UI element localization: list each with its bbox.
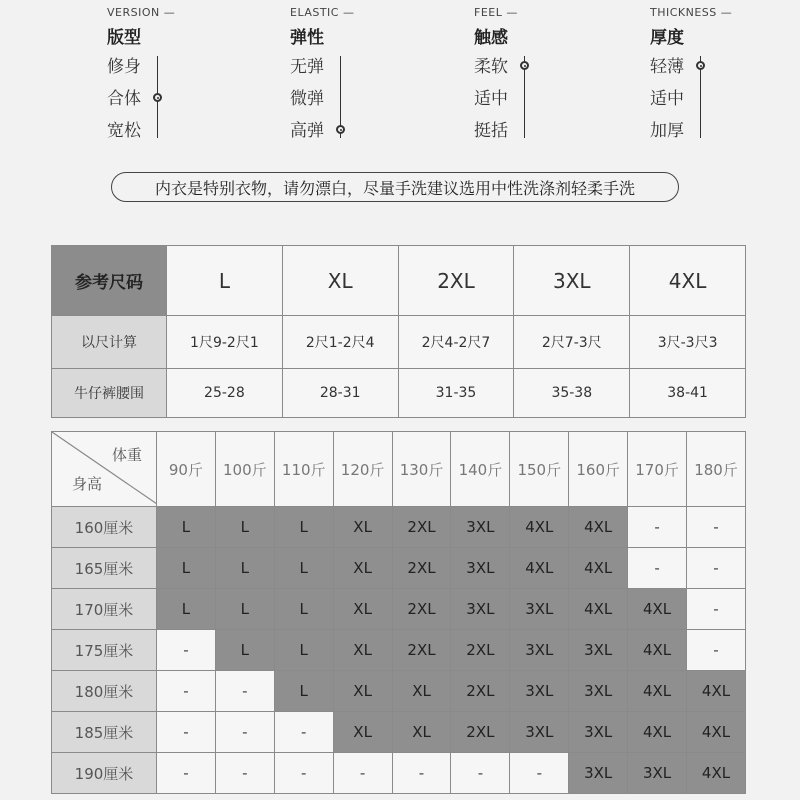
- table-cell: 28-31: [282, 369, 398, 418]
- size-cell: XL: [333, 507, 392, 548]
- size-cell: -: [687, 507, 746, 548]
- diagonal-divider: [52, 432, 157, 504]
- table-cell: 31-35: [398, 369, 514, 418]
- size-cell: -: [215, 753, 274, 794]
- chart-header-row: [52, 432, 746, 507]
- table-cell: 3尺-3尺3: [630, 316, 746, 369]
- attr-title: 弹性: [290, 28, 324, 48]
- size-cell: 3XL: [510, 712, 569, 753]
- size-header-row: [52, 246, 746, 316]
- size-cell: 2XL: [392, 630, 451, 671]
- attr-title: 厚度: [650, 28, 684, 48]
- size-cell: 4XL: [569, 589, 628, 630]
- size-cell: -: [274, 712, 333, 753]
- size-cell: 3XL: [510, 671, 569, 712]
- size-cell: 3XL: [451, 589, 510, 630]
- attr-option[interactable]: 挺括: [474, 121, 508, 141]
- size-cell: -: [333, 753, 392, 794]
- attr-option[interactable]: 加厚: [650, 121, 684, 141]
- size-cell: 4XL: [510, 507, 569, 548]
- weight-col-header: 110斤: [274, 432, 333, 507]
- size-cell: -: [628, 548, 687, 589]
- height-row-label: 165厘米: [52, 548, 157, 589]
- size-cell: 4XL: [628, 671, 687, 712]
- attr-option[interactable]: 无弹: [290, 57, 324, 77]
- table-cell: 35-38: [514, 369, 630, 418]
- size-cell: -: [157, 671, 216, 712]
- attr-option[interactable]: 修身: [107, 57, 141, 77]
- table-row: [52, 630, 746, 671]
- size-cell: L: [274, 507, 333, 548]
- size-cell: -: [215, 712, 274, 753]
- table-row: [52, 753, 746, 794]
- size-cell: 4XL: [510, 548, 569, 589]
- size-cell: L: [215, 630, 274, 671]
- chart-corner: [52, 432, 157, 507]
- attr-title: 版型: [107, 28, 141, 48]
- size-cell: XL: [333, 671, 392, 712]
- size-cell: L: [274, 548, 333, 589]
- attr-thickness: [650, 6, 790, 141]
- table-cell: 38-41: [630, 369, 746, 418]
- size-cell: -: [687, 589, 746, 630]
- size-cell: 3XL: [628, 753, 687, 794]
- weight-height-size-chart: [51, 431, 746, 794]
- weight-col-header: 170斤: [628, 432, 687, 507]
- size-cell: 2XL: [392, 507, 451, 548]
- table-row: [52, 548, 746, 589]
- size-cell: -: [274, 753, 333, 794]
- size-cell: -: [451, 753, 510, 794]
- size-cell: 3XL: [569, 712, 628, 753]
- size-cell: -: [215, 671, 274, 712]
- weight-col-header: 120斤: [333, 432, 392, 507]
- weight-col-header: 180斤: [687, 432, 746, 507]
- table-cell: 2尺4-2尺7: [398, 316, 514, 369]
- row-label: 牛仔裤腰围: [52, 369, 167, 418]
- attr-option[interactable]: 柔软: [474, 57, 508, 77]
- attr-en-label: VERSION —: [107, 6, 247, 19]
- size-col-4xl: 4XL: [630, 246, 746, 316]
- attr-option[interactable]: 适中: [474, 89, 508, 109]
- size-col-l: L: [167, 246, 283, 316]
- row-label: 以尺计算: [52, 316, 167, 369]
- size-cell: 3XL: [569, 671, 628, 712]
- size-cell: -: [392, 753, 451, 794]
- size-col-xl: XL: [282, 246, 398, 316]
- size-cell: 2XL: [451, 712, 510, 753]
- size-cell: 3XL: [451, 548, 510, 589]
- size-cell: 2XL: [392, 548, 451, 589]
- size-cell: -: [687, 630, 746, 671]
- size-cell: L: [274, 671, 333, 712]
- size-col-3xl: 3XL: [514, 246, 630, 316]
- weight-col-header: 140斤: [451, 432, 510, 507]
- size-cell: L: [274, 630, 333, 671]
- size-cell: 3XL: [510, 589, 569, 630]
- size-cell: 2XL: [392, 589, 451, 630]
- size-cell: -: [628, 507, 687, 548]
- size-cell: 2XL: [451, 671, 510, 712]
- table-cell: 1尺9-2尺1: [167, 316, 283, 369]
- size-cell: 3XL: [510, 630, 569, 671]
- size-cell: XL: [333, 712, 392, 753]
- weight-col-header: 160斤: [569, 432, 628, 507]
- size-cell: 4XL: [628, 712, 687, 753]
- selected-indicator-icon: [336, 125, 345, 134]
- height-row-label: 185厘米: [52, 712, 157, 753]
- size-cell: 4XL: [687, 753, 746, 794]
- height-row-label: 180厘米: [52, 671, 157, 712]
- height-row-label: 190厘米: [52, 753, 157, 794]
- weight-axis-label: 体重: [111, 446, 142, 464]
- size-cell: XL: [333, 548, 392, 589]
- table-cell: 2尺1-2尺4: [282, 316, 398, 369]
- attr-elastic: [290, 6, 430, 141]
- size-row-chi: [52, 316, 746, 369]
- size-row-jeans-waist: [52, 369, 746, 418]
- table-row: [52, 671, 746, 712]
- table-row: [52, 507, 746, 548]
- attr-option[interactable]: 轻薄: [650, 57, 684, 77]
- table-row: [52, 589, 746, 630]
- attr-version: [107, 6, 247, 141]
- size-col-2xl: 2XL: [398, 246, 514, 316]
- size-cell: 4XL: [628, 630, 687, 671]
- table-cell: 25-28: [167, 369, 283, 418]
- weight-col-header: 130斤: [392, 432, 451, 507]
- size-cell: XL: [333, 630, 392, 671]
- table-row: [52, 712, 746, 753]
- size-cell: L: [215, 507, 274, 548]
- size-cell: L: [157, 548, 216, 589]
- weight-col-header: 100斤: [215, 432, 274, 507]
- size-cell: 3XL: [569, 753, 628, 794]
- selected-indicator-icon: [520, 61, 529, 70]
- size-reference-table: [51, 245, 746, 418]
- attr-option[interactable]: 高弹: [290, 121, 324, 141]
- attr-en-label: THICKNESS —: [650, 6, 790, 19]
- size-cell: XL: [392, 671, 451, 712]
- size-cell: L: [215, 548, 274, 589]
- attr-title: 触感: [474, 28, 508, 48]
- height-axis-label: 身高: [72, 475, 103, 493]
- attr-option[interactable]: 适中: [650, 89, 684, 109]
- table-cell: 2尺7-3尺: [514, 316, 630, 369]
- care-notice: 内衣是特别衣物，请勿漂白，尽量手洗建议选用中性洗涤剂轻柔手洗: [111, 172, 679, 202]
- size-cell: 2XL: [451, 630, 510, 671]
- height-row-label: 175厘米: [52, 630, 157, 671]
- attr-en-label: FEEL —: [474, 6, 614, 19]
- size-cell: L: [274, 589, 333, 630]
- size-cell: XL: [392, 712, 451, 753]
- attr-option[interactable]: 宽松: [107, 121, 141, 141]
- size-cell: 4XL: [687, 712, 746, 753]
- size-cell: 3XL: [569, 630, 628, 671]
- attr-en-label: ELASTIC —: [290, 6, 430, 19]
- attr-feel: [474, 6, 614, 141]
- size-cell: -: [510, 753, 569, 794]
- height-row-label: 160厘米: [52, 507, 157, 548]
- weight-col-header: 150斤: [510, 432, 569, 507]
- height-row-label: 170厘米: [52, 589, 157, 630]
- weight-col-header: 90斤: [157, 432, 216, 507]
- size-cell: -: [687, 548, 746, 589]
- attr-option[interactable]: 合体: [107, 89, 141, 109]
- size-cell: 3XL: [451, 507, 510, 548]
- selected-indicator-icon: [696, 61, 705, 70]
- size-cell: L: [157, 507, 216, 548]
- size-cell: L: [215, 589, 274, 630]
- size-cell: -: [157, 712, 216, 753]
- size-cell: 4XL: [569, 507, 628, 548]
- size-cell: -: [157, 630, 216, 671]
- size-cell: 4XL: [687, 671, 746, 712]
- size-cell: -: [157, 753, 216, 794]
- size-cell: L: [157, 589, 216, 630]
- size-cell: 4XL: [628, 589, 687, 630]
- size-header-label: 参考尺码: [52, 246, 167, 316]
- attr-option[interactable]: 微弹: [290, 89, 324, 109]
- size-cell: XL: [333, 589, 392, 630]
- size-cell: 4XL: [569, 548, 628, 589]
- selected-indicator-icon: [153, 93, 162, 102]
